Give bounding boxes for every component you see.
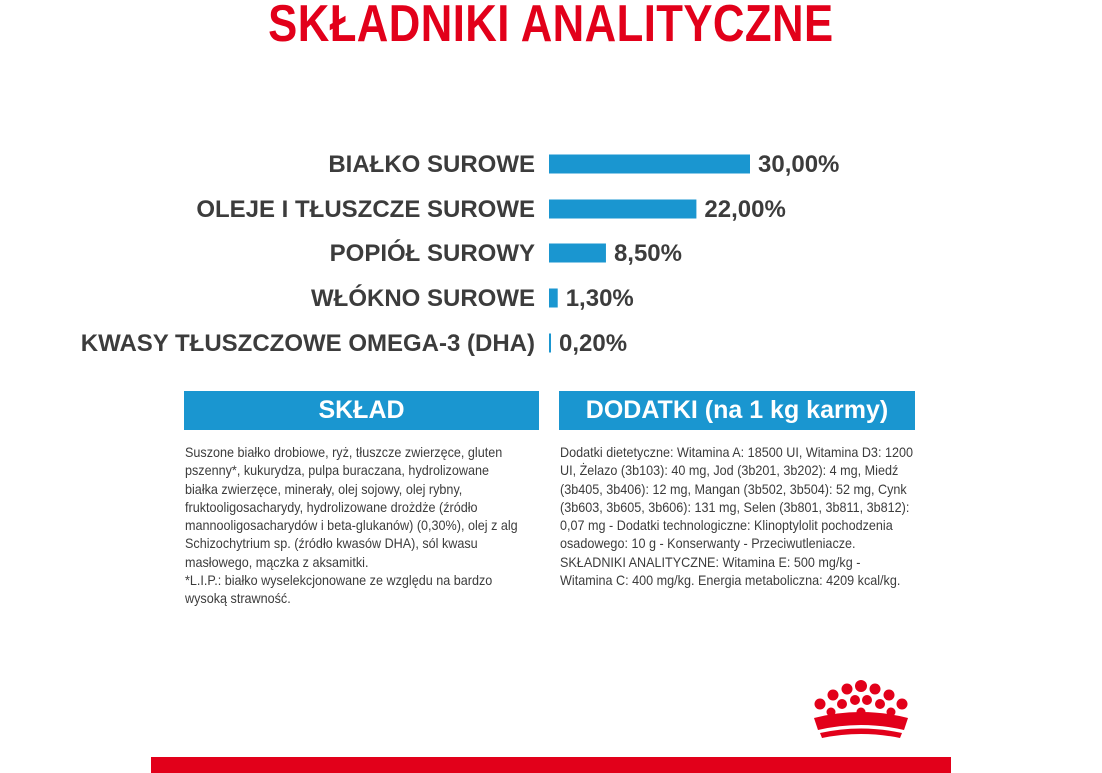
royal-canin-crown-icon [806,678,916,742]
category-label: POPIÓŁ SUROWY [329,240,535,267]
bar [549,200,696,219]
nutrient-bar-chart [0,0,1102,380]
bar [549,244,606,263]
additives-text: Dodatki dietetyczne: Witamina A: 18500 UI, Witamina D3: 1200 UI, Żelazo (3b103): 40 mg, Jod (3b201, 3b202): 4 mg, Miedź (3b405, 3b406): 12 mg, Mangan (3b502, 3b504): 52 mg, Cynk (3b603, 3b605, 3b606): 131 mg, Selen (3b801, 3b811, 3b812): 0,07 mg - Dodatki technologiczne: Klinoptylolit pochodzenia osadowego: 10 g - Konserwanty - Przeciwutleniacze. SKŁADNIKI ANALITYCZNE: Witamina E: 500 mg/kg - Witamina C: 400 mg/kg. Energia metaboliczna: 4209 kcal/kg. [560,444,913,589]
value-label: 1,30% [565,285,634,312]
value-label: 8,50% [613,240,683,267]
value-label: 0,20% [559,330,628,357]
composition-heading: SKŁAD [184,391,539,430]
bar [549,334,551,353]
additives-heading: DODATKI (na 1 kg karmy) [559,391,915,430]
composition-text: Suszone białko drobiowe, ryż, tłuszcze zwierzęce, gluten pszenny*, kukurydza, pulpa buraczana, hydrolizowane białka zwierzęce, minerały, olej sojowy, olej rybny, fruktooligosacharydy, hydrolizowane drożdże (źródło mannooligosacharydów i beta-glukanów) (0,30%), olej z alg Schizochytrium sp. (źródło kwasów DHA), sól kwasu masłowego, mączka z aksamitki. *L.I.P.: białko wyselekcjonowane ze względu na bardzo wysoką strawność. [185,444,518,607]
page-title: SKŁADNIKI ANALITYCZNE [268,0,834,53]
category-label: BIAŁKO SUROWE [328,151,535,178]
bar [549,289,558,308]
bottom-brand-bar [151,757,951,773]
value-label: 30,00% [758,151,840,178]
category-label: KWASY TŁUSZCZOWE OMEGA-3 (DHA) [80,330,535,357]
category-label: WŁÓKNO SUROWE [311,285,535,312]
value-label: 22,00% [704,196,786,223]
category-label: OLEJE I TŁUSZCZE SUROWE [196,196,535,223]
bar [549,155,750,174]
